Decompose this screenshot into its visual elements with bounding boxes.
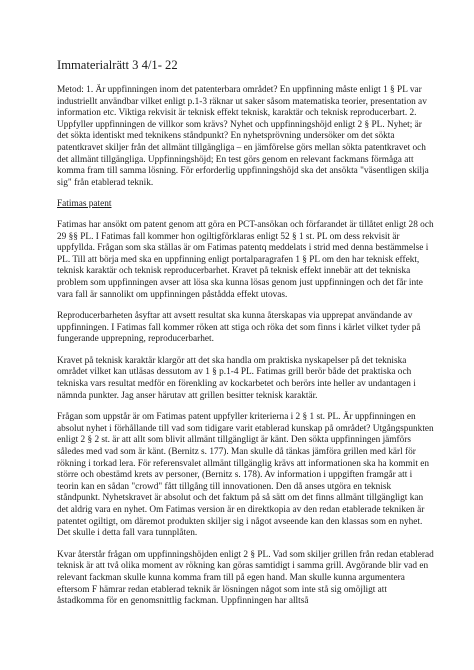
body-paragraph-5: Kvar återstår frågan om uppfinningshöjden enligt 2 § PL. Vad som skiljer grillen från redan etablerad teknisk är att två olika moment av rökning kan göras samtidigt i samma grill. Avgörande blir vad en relevant fackman skulle kunna komma fram till på egen hand. Man skulle kunna argumentera eftersom F hämrar redan etablerad teknik är lösningen något som inte stå sig omöjligt att åstadkomma för en genomsnittlig fackman. Uppfinningen har alltså bbox=[57, 549, 434, 607]
body-paragraph-3: Kravet på teknisk karaktär klargör att det ska handla om praktiska nyskapelser på det tekniska området vilket kan utläsas dessutom av 1 § p.1-4 PL. Fatimas grill berör både det praktiska och tekniska vars resultat medför en förenkling av kockarbetet och berörs inte heller av undantagen i nämnda punkter. Jag anser härutav att grillen besitter teknisk karaktär. bbox=[57, 355, 416, 401]
document-title: Immaterialrätt 3 4/1- 22 bbox=[57, 58, 178, 72]
body-paragraph-1: Fatimas har ansökt om patent genom att göra en PCT-ansökan och förfarandet är tillåtet enligt 28 och 29 §§ PL. I Fatimas fall kommer hon ogiltigförklaras enligt 52 § 1 st. PL om dess rekvisit är uppfyllda. Frågan som ska ställas är om Fatimas patentq meddelats i strid med denna bestämmelse i PL. Till att börja med ska en uppfinning enligt portalparagrafen 1 § PL om den har teknisk effekt, teknisk karaktär och teknisk reproducerbarhet. Kravet på teknisk effekt innebär att det tekniska problem som uppfinningen avser att lösa ska kunna lösas genom just uppfinningen och det får inte vara fall är sannolikt om uppfinningen påstådda effekt utovas. bbox=[57, 219, 434, 300]
body-paragraph-4: Frågan som uppstår är om Fatimas patent uppfyller kriterierna i 2 § 1 st. PL. Är uppfinningen en absolut nyhet i förhållande till vad som tidigare varit etablerad kunskap på området? Utgångspunkten enligt 2 § 2 st. är att allt som blivit allmänt tillgängligt är känt. Den sökta uppfinningen jämförs således med vad som är känt. (Bernitz s. 177). Man skulle då tänkas jämföra grillen med kärl för rökning i torkad lera. För referensvalet allmänt tillgänglig krävs att informationen ska ha kommit en större och obestämd krets av personer, (Bernitz s. 178). Av information i uppgiften framgår att i teorin kan en sådan "crowd" fått tillgång till innovationen. Den då anses utgöra en teknisk ståndpunkt. Nyhetskravet är absolut och det faktum på så sätt om det finns allmänt tillgängligt kan det aldrig vara en nyhet. Om Fatimas version är en direktkopia av den redan etablerade tekniken är patentet ogiltigt, om däremot produkten skiljer sig i något avseende kan den klassas som en nyhet. Det skulle i detta fall vara tunnplåten. bbox=[57, 412, 434, 539]
section-heading: Fatimas patent bbox=[57, 199, 112, 210]
method-paragraph: Metod: 1. Är uppfinningen inom det patenterbara området? En uppfinning måste enligt 1 § PL var industriellt användbar vilket enligt p.1-3 räknar ut saker såsom matematiska teorier, presentation av information etc. Viktiga rekvisit är teknisk effekt teknisk, karaktär och teknisk reproducerbart. 2. Uppfyller uppfinningen de villkor som krävs? Nyhet och uppfinningshöjd enligt 2 § PL. Nyhet; är det sökta identiskt med teknikens ståndpunkt? En nyhetsprövning undersöker om det sökta patentkravet skiljer från det allmänt tillgängliga – en jämförelse görs mellan sökta patentkravet och det allmänt tillgängliga. Uppfinningshöjd; En test görs genom en relevant fackmans förmåga att komma fram till samma lösning. För erforderlig uppfinningshöjd ska det ansökta "väsentligen skilja sig" från etablerad teknik. bbox=[57, 85, 429, 188]
body-paragraph-2: Reproducerbarheten åsyftar att avsett resultat ska kunna återskapas via upprepat användande av uppfinningen. I Fatimas fall kommer röken att stiga och röka det som finns i kärlet vilket tyder på fungerande upprepning, reproducerbarhet. bbox=[57, 311, 421, 345]
